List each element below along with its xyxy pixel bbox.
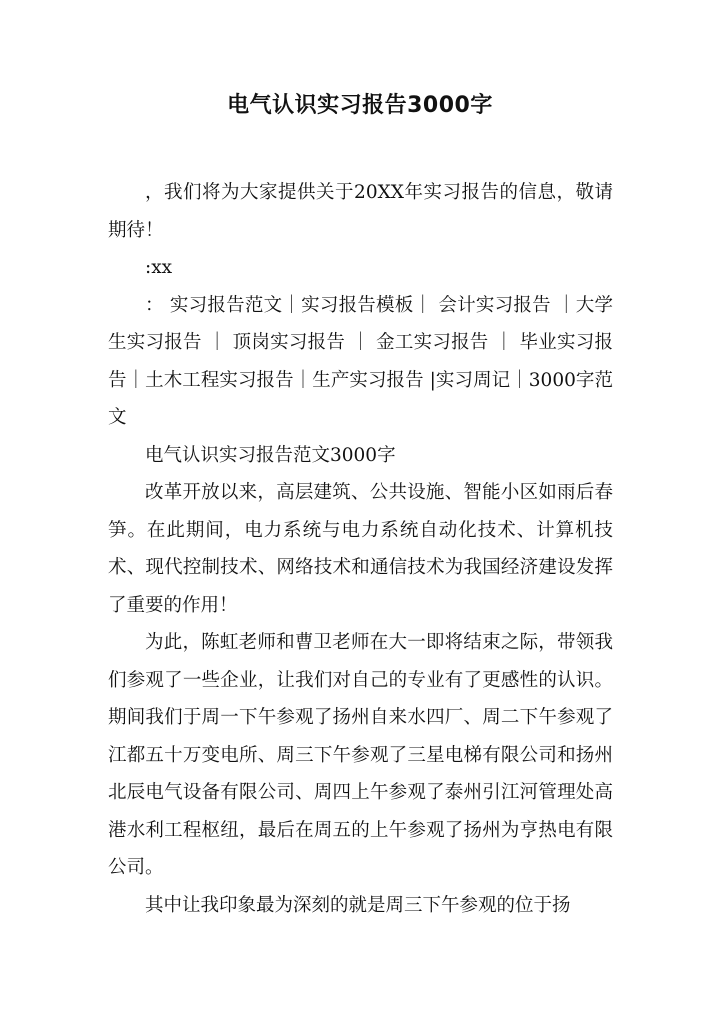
- body-paragraph-2: 为此，陈虹老师和曹卫老师在大一即将结束之际，带领我们参观了一些企业，让我们对自己的专业有了更感性的认识。期间我们于周一下午参观了扬州自来水四厂、周二下午参观了江都五十万变电所、周三下午参观了三星电梯有限公司和扬州北辰电气设备有限公司、周四上午参观了泰州引江河管理处高港水利工程枢纽，最后在周五的上午参观了扬州为亨热电有限公司。: [108, 632, 613, 878]
- intro-paragraph: ，我们将为大家提供关于20XX年实习报告的信息，敬请期待！: [108, 182, 613, 241]
- document-title: 电气认识实习报告3000字: [227, 93, 493, 118]
- related-links-paragraph: ： 实习报告范文｜实习报告模板｜ 会计实习报告 ｜大学生实习报告 ｜ 顶岗实习报告 ｜ 金工实习报告 ｜ 毕业实习报告｜土木工程实习报告｜生产实习报告 |实习周记｜3000字范文: [108, 294, 613, 428]
- section-heading: 电气认识实习报告范文3000字: [145, 444, 396, 466]
- body-paragraph-3: 其中让我印象最为深刻的就是周三下午参观的位于扬: [145, 894, 571, 916]
- placeholder-line: :xx: [145, 257, 173, 278]
- document-body: [108, 174, 613, 924]
- body-paragraph-1: 改革开放以来，高层建筑、公共设施、智能小区如雨后春笋。在此期间，电力系统与电力系统自动化技术、计算机技术、现代控制技术、网络技术和通信技术为我国经济建设发挥了重要的作用！: [108, 482, 613, 616]
